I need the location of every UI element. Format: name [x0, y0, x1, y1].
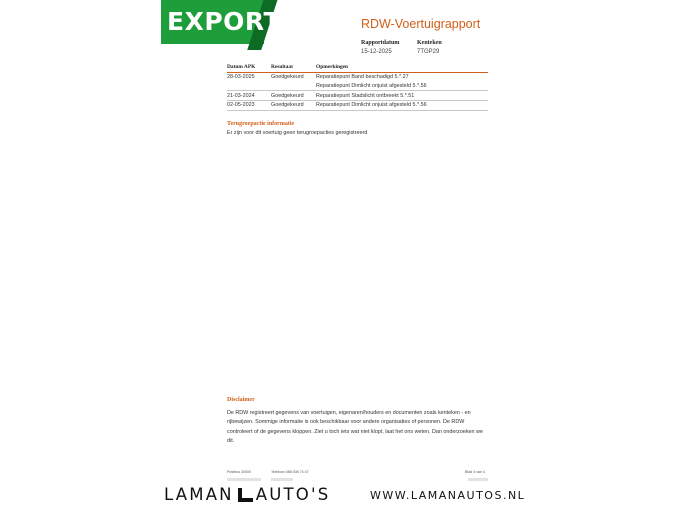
table-row: [227, 73, 488, 82]
laman-autos-logo: [164, 485, 330, 504]
brand-website-url: WWW.LAMANAUTOS.NL: [370, 489, 526, 502]
cell-remark: Reparatiepunt Dimlicht onjuist afgesteld 5.*.56: [316, 101, 488, 111]
cell-remark: Reparatiepunt Stadslicht ontbreekt 5.*.51: [316, 91, 488, 101]
footer-postbus: Postbus 30000: [227, 470, 251, 474]
export-badge: [161, 0, 282, 44]
column-header-result: Resultaat: [271, 63, 316, 73]
table-row: [227, 91, 488, 101]
cell-date: 02-05-2023: [227, 101, 271, 111]
report-date-block: [361, 39, 399, 56]
recall-text: Er zijn voor dit voertuig geen terugroepacties geregistreerd: [227, 130, 368, 136]
footer-phone: Telefoon 088 008 74 47: [271, 470, 309, 474]
recall-heading: Terugroepactie informatie: [227, 121, 295, 127]
license-plate-label: Kenteken: [417, 40, 442, 46]
license-plate-value: 7TGP29: [417, 49, 440, 55]
brand-name-left: LAMAN: [164, 485, 234, 504]
cell-result: [271, 82, 316, 91]
footer-page-number: Blad 4 van 4: [465, 470, 485, 474]
footer-faint-text: [271, 478, 293, 481]
export-badge-label: EXPORT: [167, 7, 282, 36]
disclaimer-heading: Disclaimer: [227, 397, 255, 403]
cell-date: [227, 82, 271, 91]
table-row: [227, 101, 488, 111]
cell-remark: Reparatiepunt Dimlicht onjuist afgesteld 5.*.56: [316, 82, 488, 91]
footer-faint-text: [468, 478, 488, 481]
brand-l-mark-icon: [238, 488, 253, 502]
cell-date: 28-03-2025: [227, 74, 255, 81]
column-header-date: Datum APK: [227, 63, 271, 73]
brand-name-right: AUTO'S: [255, 485, 331, 504]
apk-history-table: [227, 63, 488, 111]
report-title: RDW-Voertuigrapport: [361, 17, 481, 31]
table-row: [227, 82, 488, 91]
report-date-value: 15-12-2025: [361, 49, 392, 55]
column-header-remarks: Opmerkingen: [316, 63, 488, 73]
cell-result: Goedgekeurd: [271, 74, 304, 81]
cell-result: Goedgekeurd: [271, 101, 316, 111]
cell-date: 21-03-2024: [227, 91, 271, 101]
footer-faint-text: [227, 478, 261, 481]
disclaimer-text: De RDW registreert gegevens van voertuigen, eigenaren/houders en documenten zoals kenteken - en rijbewijzen. Sommige informatie is ook beschikbaar voor andere organisaties of personen. De RDW controleert of de gegevens kloppen. Ziet u toch iets wat niet klopt, laat het ons weten. Dan onderzoeken we dit.: [227, 410, 483, 445]
table-header-row: [227, 63, 488, 73]
report-date-label: Rapportdatum: [361, 40, 400, 46]
cell-remark: Reparatiepunt Band beschadigd 5.*.27: [316, 74, 409, 81]
license-plate-block: [417, 39, 442, 56]
cell-result: Goedgekeurd: [271, 91, 316, 101]
